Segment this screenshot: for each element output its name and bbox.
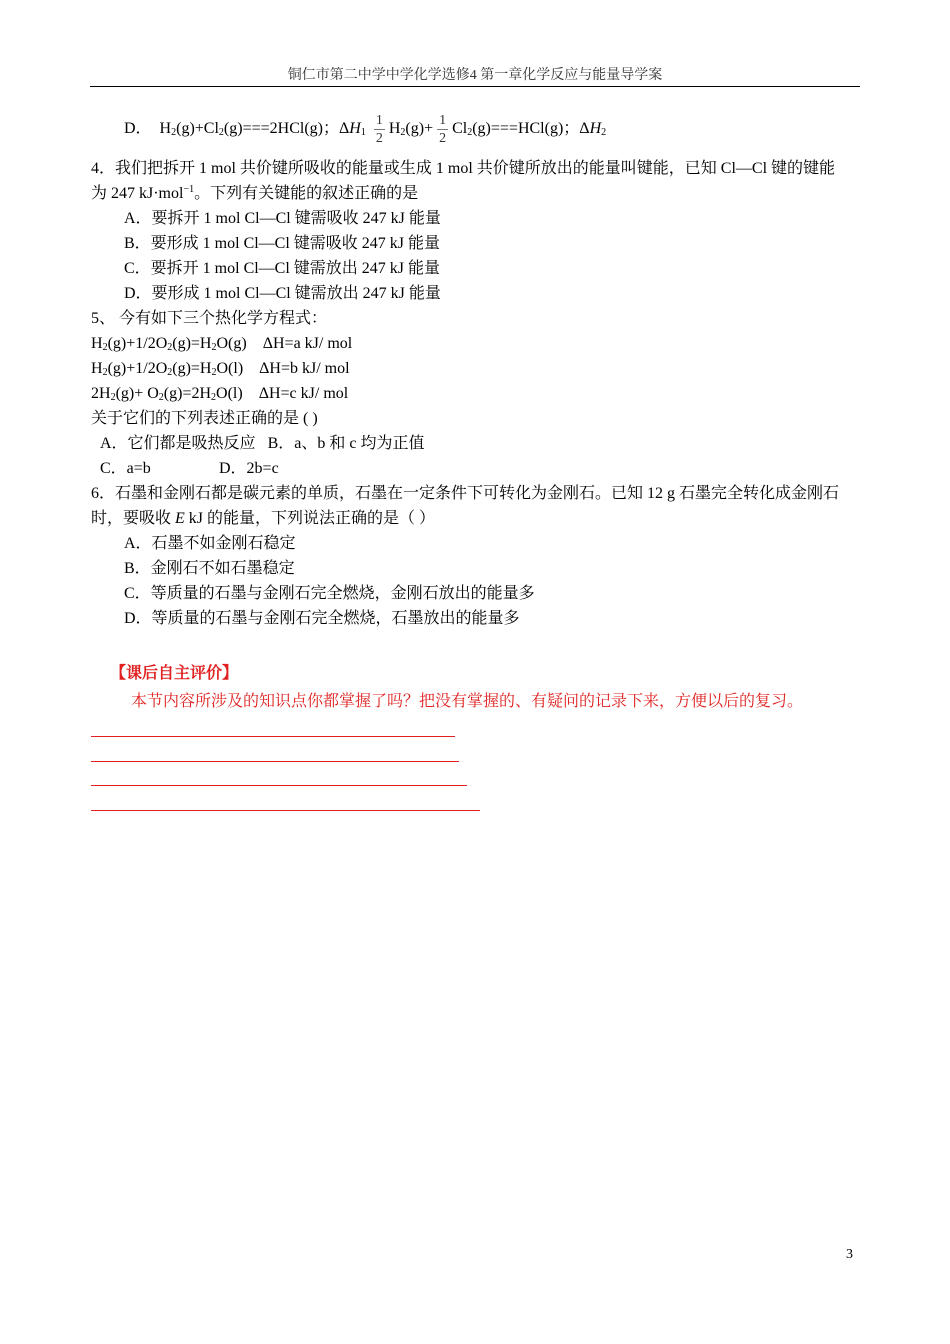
q6-option-d: D．等质量的石墨与金刚石完全燃烧，石墨放出的能量多 — [124, 610, 520, 627]
q6-stem-line1: 6．石墨和金刚石都是碳元素的单质，石墨在一定条件下可转化为金刚石。已知 12 g 石墨完全转化成金刚石 — [91, 485, 840, 502]
q5-option-b: B．a、b 和 c 均为正值 — [267, 435, 425, 452]
q3-option-d — [91, 103, 861, 147]
q3-option-d-label: D． $H_2(g)+Cl_2(g)===2HCl(g)$；$\Delta H_1$ — [124, 120, 366, 139]
q5-options-row1 — [91, 431, 861, 456]
page-content — [91, 103, 861, 631]
q5-option-a: A．它们都是吸热反应 — [100, 435, 256, 452]
q5-question: 关于它们的下列表述正确的是 ( ) — [91, 410, 318, 427]
review-title: 【课后自主评价】 — [110, 665, 239, 682]
q6-option-a: A．石墨不如金刚石稳定 — [124, 535, 296, 552]
q4-option-a: A．要拆开 1 mol Cl—Cl 键需吸收 247 kJ 能量 — [124, 210, 441, 227]
q5-option-c: C．a=b — [100, 460, 151, 477]
q4-stem-line1: 4．我们把拆开 1 mol 共价键所吸收的能量或生成 1 mol 共价键所放出的能量叫键能，已知 Cl—Cl 键的键能 — [91, 160, 836, 177]
answer-line-4[interactable] — [91, 810, 480, 811]
page-number: 3 — [846, 1247, 853, 1262]
q4-option-b: B．要形成 1 mol Cl—Cl 键需吸收 247 kJ 能量 — [124, 235, 441, 252]
fraction-half: $\frac{1}{2}$ — [375, 113, 383, 146]
q5-equation-1: $H_2(g)+1/2O_2(g)=H_2O(g)$ ΔH=a kJ/ mol — [91, 335, 353, 353]
q4-option-c: C．要拆开 1 mol Cl—Cl 键需放出 247 kJ 能量 — [124, 260, 441, 277]
fraction-half: $\frac{1}{2}$ — [439, 113, 447, 146]
q3-option-d-equation: D． $H_2(g)+Cl_2(g)===2HCl(g)$；$\Delta H_1$ $\frac{1}{2}$ $H_2(g)+$ $\frac{1}{2}$ $Cl_2(g)===HCl(g)$；$\Delta H_2$ — [124, 113, 607, 146]
q5-options-row2 — [91, 456, 861, 481]
q6-stem-line2: 时，要吸收 E kJ 的能量，下列说法正确的是（ ） — [91, 510, 436, 527]
q5-equation-2: $H_2(g)+1/2O_2(g)=H_2O(l)$ ΔH=b kJ/ mol — [91, 360, 350, 378]
answer-line-1[interactable] — [91, 736, 455, 737]
q5-option-d: D．2b=c — [219, 460, 279, 477]
q6-option-b: B．金刚石不如石墨稳定 — [124, 560, 295, 577]
q6-option-c: C．等质量的石墨与金刚石完全燃烧，金刚石放出的能量多 — [124, 585, 535, 602]
header-title: 铜仁市第二中学中学化学选修4 第一章化学反应与能量导学案 — [287, 68, 663, 83]
review-instruction: 本节内容所涉及的知识点你都掌握了吗？把没有掌握的、有疑问的记录下来，方便以后的复习。 — [131, 693, 804, 710]
q4-stem-line2: 为 247 kJ·mol$^{-1}$。下列有关键能的叙述正确的是 — [91, 184, 419, 202]
q4-option-d: D．要形成 1 mol Cl—Cl 键需放出 247 kJ 能量 — [124, 285, 441, 302]
answer-line-2[interactable] — [91, 761, 459, 762]
page-header — [90, 64, 860, 87]
q5-stem: 5、 今有如下三个热化学方程式： — [91, 310, 328, 327]
answer-line-3[interactable] — [91, 785, 467, 786]
q5-equation-3: $2H_2(g)+ O_2(g)=2H_2O(l)$ ΔH=c kJ/ mol — [91, 385, 349, 403]
